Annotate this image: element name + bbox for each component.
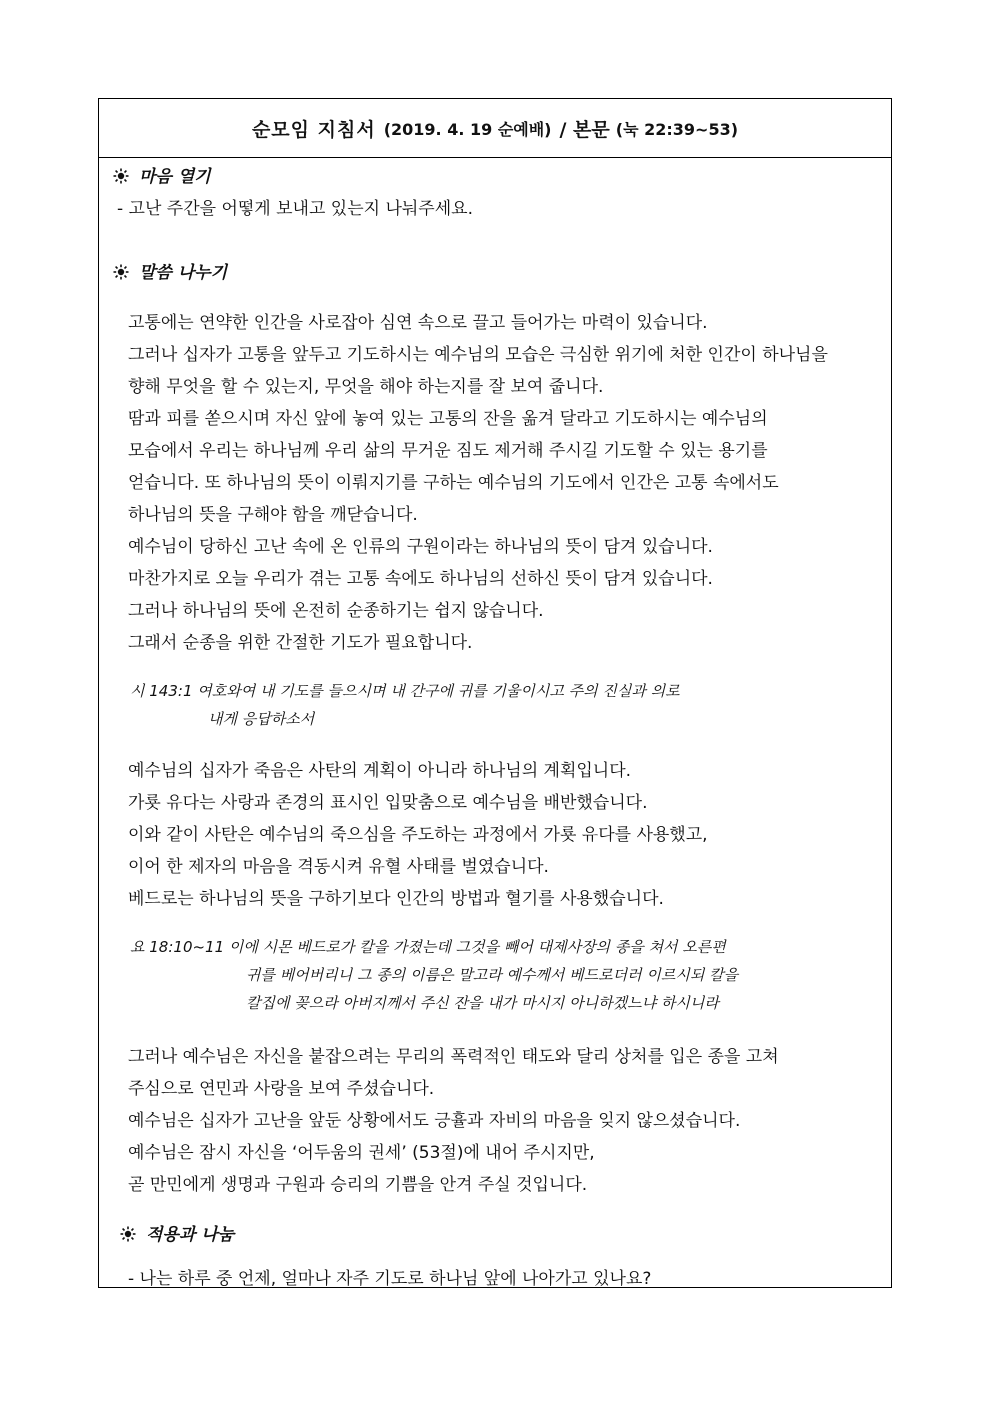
- body-line: 그러나 십자가 고통을 앞두고 기도하시는 예수님의 모습은 극심한 위기에 처한 인간이 하나님을: [128, 345, 828, 365]
- section-heading-open-heart: [113, 162, 211, 187]
- body-line: 예수님은 십자가 고난을 앞둔 상황에서도 긍휼과 자비의 마음을 잊지 않으셨습니다.: [128, 1111, 741, 1131]
- question-text: - 고난 주간을 어떻게 보내고 있는지 나눠주세요.: [117, 199, 473, 219]
- body-line: 그래서 순종을 위한 간절한 기도가 필요합니다.: [128, 633, 473, 653]
- verse-line: 귀를 베어버리니 그 종의 이름은 말고라 예수께서 베드로더러 이르시되 칼을: [246, 966, 739, 984]
- body-line: 땀과 피를 쏟으시며 자신 앞에 놓여 있는 고통의 잔을 옮겨 달라고 기도하시는 예수님의: [128, 409, 768, 429]
- body-line: 이와 같이 사탄은 예수님의 죽으심을 주도하는 과정에서 가룟 유다를 사용했고,: [128, 825, 708, 845]
- body-line: 주심으로 연민과 사랑을 보여 주셨습니다.: [128, 1079, 435, 1099]
- scripture-reference: (눅 22:39~53): [615, 119, 739, 139]
- verse-line: 칼집에 꽂으라 아버지께서 주신 잔을 내가 마시지 아니하겠느냐 하시니라: [246, 994, 719, 1012]
- body-line: 예수님의 십자가 죽음은 사탄의 계획이 아니라 하나님의 계획입니다.: [128, 761, 632, 781]
- section-heading-apply-share: [120, 1220, 234, 1245]
- section-title: 말씀 나누기: [139, 263, 228, 283]
- section-title: 마음 열기: [139, 167, 211, 187]
- section-title: 적용과 나눔: [146, 1225, 235, 1245]
- body-line: 곧 만민에게 생명과 구원과 승리의 기쁨을 안겨 주실 것입니다.: [128, 1175, 588, 1195]
- body-line: 마찬가지로 오늘 우리가 겪는 고통 속에도 하나님의 선하신 뜻이 담겨 있습니다.: [128, 569, 713, 589]
- text-label: / 본문: [559, 118, 610, 141]
- sun-icon: [120, 1226, 136, 1242]
- body-line: 하나님의 뜻을 구해야 함을 깨닫습니다.: [128, 505, 418, 525]
- section-heading-word-sharing: [113, 258, 227, 283]
- body-line: 얻습니다. 또 하나님의 뜻이 이뤄지기를 구하는 예수님의 기도에서 인간은 고통 속에서도: [128, 473, 779, 493]
- body-line: 고통에는 연약한 인간을 사로잡아 심연 속으로 끌고 들어가는 마력이 있습니다.: [128, 313, 708, 333]
- verse-line: 내게 응답하소서: [208, 710, 315, 728]
- header: [99, 99, 891, 158]
- body-line: 그러나 하나님의 뜻에 온전히 순종하기는 쉽지 않습니다.: [128, 601, 544, 621]
- body-line: 모습에서 우리는 하나님께 우리 삶의 무거운 짐도 제거해 주시길 기도할 수 있는 용기를: [128, 441, 768, 461]
- body-line: 예수님은 잠시 자신을 ‘어두움의 권세’ (53절)에 내어 주시지만,: [128, 1143, 595, 1163]
- verse-line: 시 143:1 여호와여 내 기도를 들으시며 내 간구에 귀를 기울이시고 주의 진실과 의로: [130, 682, 680, 700]
- page-title: 순모임 지침서: [251, 118, 376, 141]
- body-line: 가룟 유다는 사랑과 존경의 표시인 입맞춤으로 예수님을 배반했습니다.: [128, 793, 648, 813]
- body-line: 그러나 예수님은 자신을 붙잡으려는 무리의 폭력적인 태도와 달리 상처를 입은 종을 고쳐: [128, 1047, 779, 1067]
- body-line: 베드로는 하나님의 뜻을 구하기보다 인간의 방법과 혈기를 사용했습니다.: [128, 889, 664, 909]
- sun-icon: [113, 168, 129, 184]
- date-label: (2019. 4. 19 순예배): [383, 119, 552, 139]
- question-text: - 나는 하루 중 언제, 얼마나 자주 기도로 하나님 앞에 나아가고 있나요?: [128, 1269, 652, 1289]
- body-line: 이어 한 제자의 마음을 격동시켜 유혈 사태를 벌였습니다.: [128, 857, 549, 877]
- body-line: 예수님이 당하신 고난 속에 온 인류의 구원이라는 하나님의 뜻이 담겨 있습니다.: [128, 537, 713, 557]
- sun-icon: [113, 264, 129, 280]
- verse-line: 요 18:10~11 이에 시몬 베드로가 칼을 가졌는데 그것을 빼어 대제사장의 종을 쳐서 오른편: [130, 938, 726, 956]
- body-line: 향해 무엇을 할 수 있는지, 무엇을 해야 하는지를 잘 보여 줍니다.: [128, 377, 604, 397]
